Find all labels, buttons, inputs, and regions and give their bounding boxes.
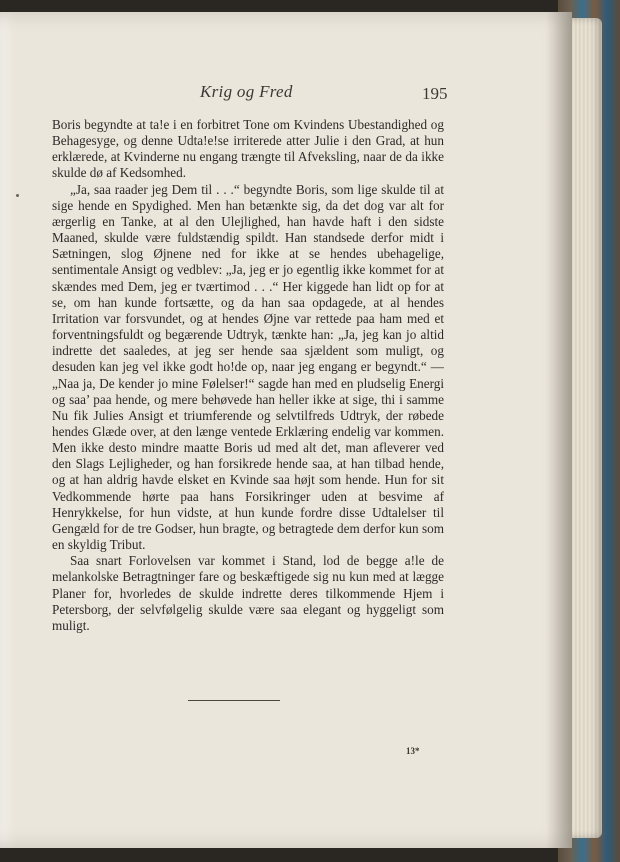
page-shadow (546, 12, 572, 848)
paragraph-2: „Ja, saa raader jeg Dem til . . .“ begyndte Boris, som lige skulde til at sige hende en Spydighed. Men han betænkte sig, da det dog var alt for ærgerlig en Tanke, at al den Ulejlighed, han havde haft i den sidste Maaned, skulde være fuldstændig spildt. Han standsede derfor midt i Sætningen, slog Øjnene ned for ikke at se hendes ubehagelige, sentimentale Ansigt og vedblev: „Ja, jeg er jo egentlig ikke kommet for at skændes med Dem, jeg er tværtimod . . .“ Her kiggede han lidt op for at se, om han kunde fortsætte, og da han saa opdagede, at al hendes Irritation var forsvundet, og at hendes Øjne var rettede paa ham med et forventningsfuldt og begærende Udtryk, tænkte han: „Ja, jeg kan jo altid indrette det saaledes, at jeg ser hende saa sjældent som muligt, og desuden kan jeg vel ikke godt ho!de op, naar jeg engang er begyndt.“ — „Naa ja, De kender jo mine Følelser!“ sagde han med en pludselig Energi og saa’ paa hende, og mere behøvede han heller ikke at sige, thi i samme Nu fik Julies Ansigt et triumferende og selvtilfreds Udtryk, der røbede hendes Glæde over, at den længe ventede Erklæring endelig var kommen. Men ikke desto mindre maatte Boris ud med alt det, man afleverer ved den Slags Lejligheder, og han forsikrede hende saa, at han tilbad hende, og at han aldrig havde elsket en Kvinde saa højt som hende. Hun for sit Vedkommende hørte paa hans Forsikringer uden at besvime af Henrykkelse, for hun vidste, at hun kunde fordre disse Udtalelser til Gengæld for de tre Godser, hun bragte, og betragtede dem derfor kun som en skyldig Tribut. (52, 181, 444, 553)
section-rule (188, 700, 280, 701)
paragraph-3: Saa snart Forlovelsen var kommet i Stand, lod de begge a!le de melankolske Betragtninger fare og beskæftigede sig nu kun med at lægge Planer for, hvorledes de skulde indrette deres tilkommende Hjem i Petersborg, der selvfølgelig skulde være saa elegant og hyggeligt som muligt. (52, 553, 444, 633)
chapter-title: Krig og Fred (200, 82, 293, 101)
signature-mark: 13* (406, 746, 420, 756)
page-number: 195 (422, 84, 448, 103)
paragraph-1: Boris begyndte at ta!e i en forbitret Tone om Kvindens Ubestandighed og Behagesyge, og denne Udta!e!se irriterede atter Julie i den Grad, at hun erklærede, at Kvinderne nu engang trængte til Afveksling, naar de da ikke skulde dø af Kedsomhed. (52, 117, 444, 181)
body-text (52, 117, 444, 634)
running-header (52, 78, 452, 108)
margin-dot (16, 194, 19, 197)
book-page (0, 12, 572, 848)
